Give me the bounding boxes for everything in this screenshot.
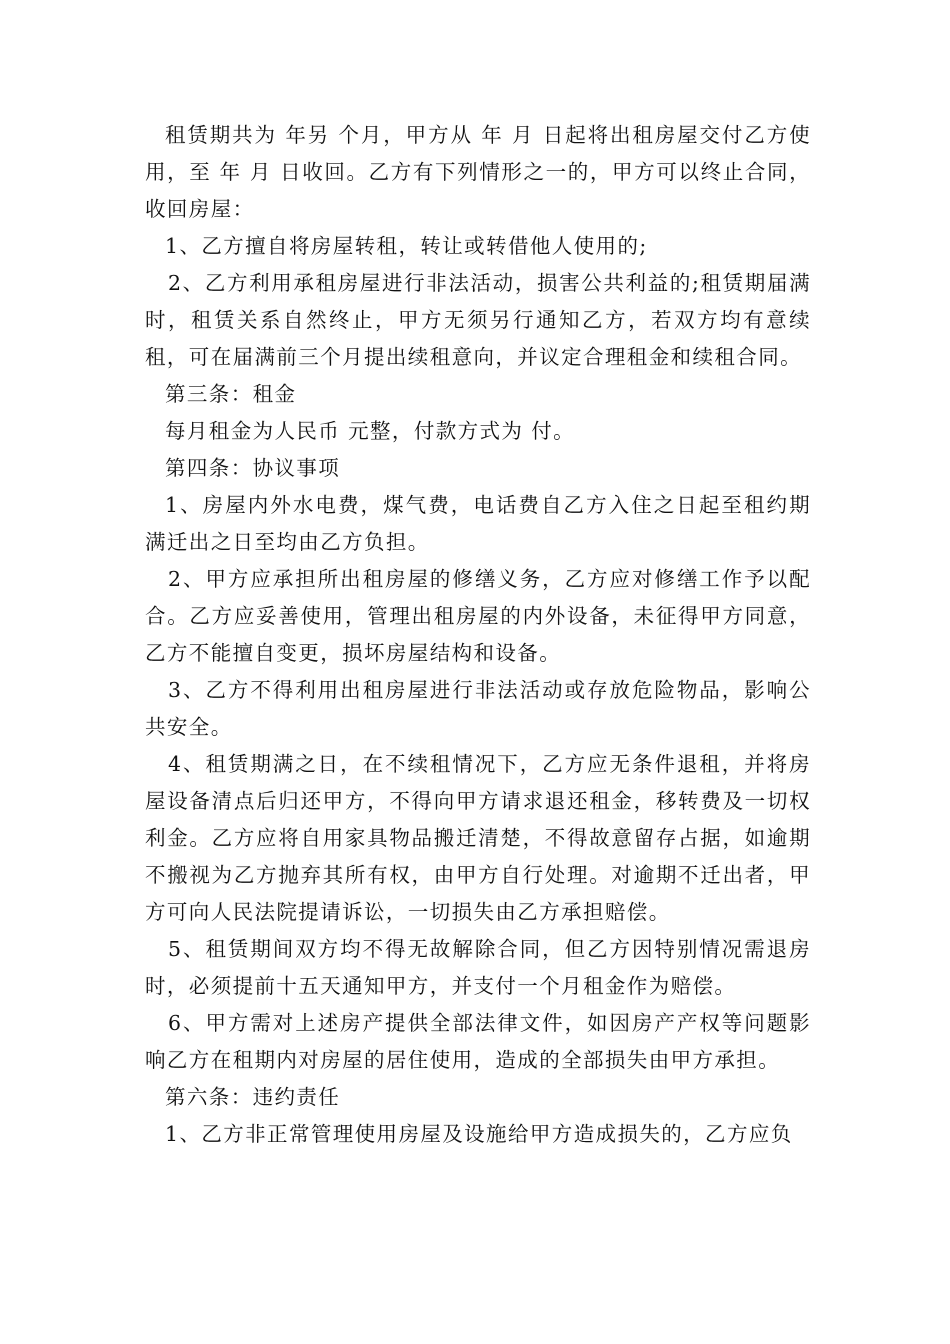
document-body: [145, 117, 811, 1153]
paragraph-lease-expiry: 4、租赁期满之日，在不续租情况下，乙方应无条件退租，并将房屋设备清点后归还甲方，不得向甲方请求退还租金，移转费及一切权利金。乙方应将自用家具物品搬迁清楚，不得故意留存占据，如逾期不搬视为乙方抛弃其所有权，由甲方自行处理。对逾期不迁出者，甲方可向人民法院提请诉讼，一切损失由乙方承担赔偿。: [145, 752, 811, 924]
section-heading-article-3: 第三条：租金: [165, 382, 297, 406]
section-heading-article-4: 第四条：协议事项: [165, 456, 341, 480]
paragraph-repairs: 2、甲方应承担所出租房屋的修缮义务，乙方应对修缮工作予以配合。乙方应妥善使用，管理出租房屋的内外设备，未征得甲方同意，乙方不能擅自变更，损坏房屋结构和设备。: [145, 567, 811, 665]
paragraph-lease-term: 租赁期共为 年另 个月，甲方从 年 月 日起将出租房屋交付乙方使用，至 年 月 日收回。乙方有下列情形之一的，甲方可以终止合同，收回房屋：: [145, 123, 811, 221]
paragraph-clause-2-illegal-use: 2、乙方利用承租房屋进行非法活动，损害公共利益的;租赁期届满时，租赁关系自然终止，甲方无须另行通知乙方，若双方均有意续租，可在届满前三个月提出续租意向，并议定合理租金和续租合同。: [145, 271, 811, 369]
paragraph-liability: 1、乙方非正常管理使用房屋及设施给甲方造成损失的，乙方应负: [165, 1122, 793, 1146]
paragraph-no-illegal-activity: 3、乙方不得利用出租房屋进行非法活动或存放危险物品，影响公共安全。: [145, 678, 811, 739]
paragraph-clause-1-sublet: 1、乙方擅自将房屋转租，转让或转借他人使用的;: [165, 234, 648, 258]
paragraph-monthly-rent: 每月租金为人民币 元整，付款方式为 付。: [165, 419, 576, 443]
paragraph-utilities: 1、房屋内外水电费，煤气费，电话费自乙方入住之日起至租约期满迁出之日至均由乙方负担。: [145, 493, 811, 554]
paragraph-legal-documents: 6、甲方需对上述房产提供全部法律文件，如因房产产权等问题影响乙方在租期内对房屋的居住使用，造成的全部损失由甲方承担。: [145, 1011, 811, 1072]
section-heading-article-6: 第六条：违约责任: [165, 1085, 341, 1109]
paragraph-early-termination: 5、租赁期间双方均不得无故解除合同，但乙方因特别情况需退房时，必须提前十五天通知甲方，并支付一个月租金作为赔偿。: [145, 937, 811, 998]
